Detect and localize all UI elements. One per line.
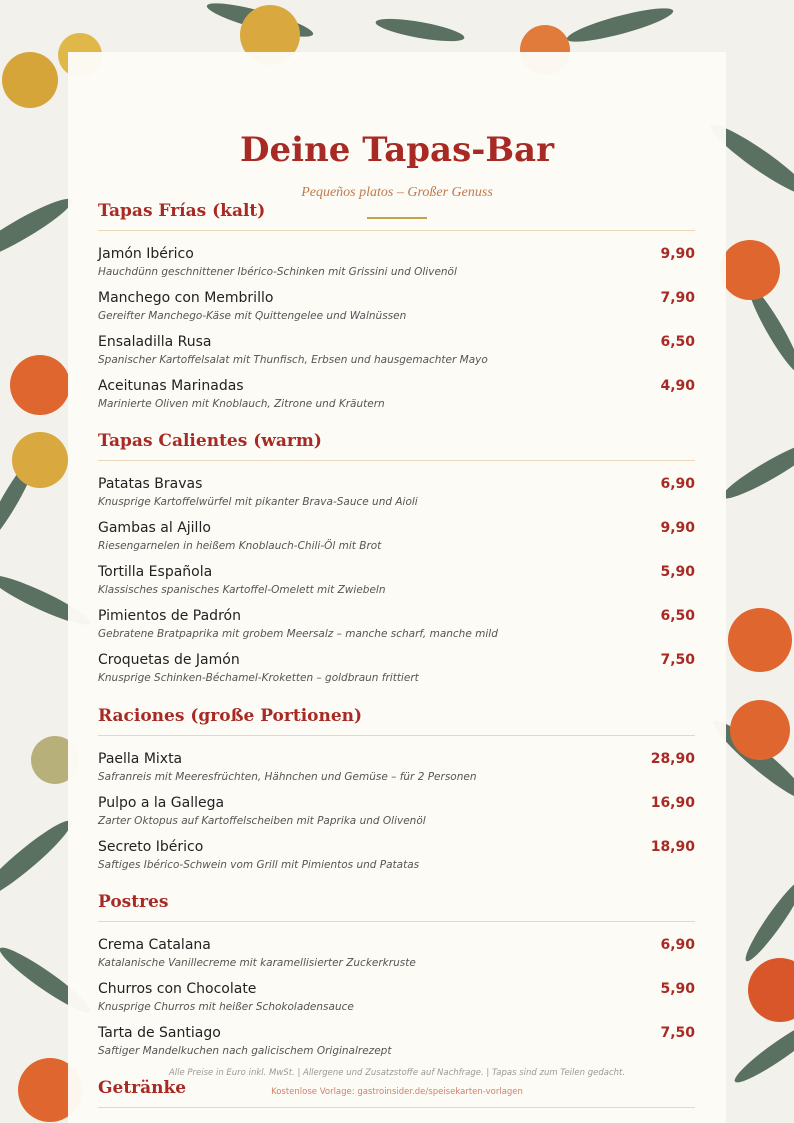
menu-item (98, 475, 695, 519)
item-name: Jamón Ibérico (98, 246, 194, 262)
item-description: Gereifter Manchego-Käse mit Quittengelee und Walnüssen (98, 310, 407, 322)
menu-subtitle: Pequeños platos – Großer Genuss (301, 185, 493, 200)
menu-item (98, 838, 695, 882)
item-name: Patatas Bravas (98, 476, 203, 492)
item-price: 7,50 (660, 652, 695, 668)
item-name: Secreto Ibérico (98, 839, 204, 855)
item-name: Ensaladilla Rusa (98, 334, 212, 350)
item-name: Tarta de Santiago (98, 1025, 221, 1041)
item-price: 6,50 (660, 608, 695, 624)
item-name: Pulpo a la Gallega (98, 795, 225, 811)
item-description: Gebratene Bratpaprika mit grobem Meersalz – manche scharf, manche mild (98, 628, 498, 640)
item-description: Riesengarnelen in heißem Knoblauch-Chili-Öl mit Brot (98, 540, 382, 552)
menu-item (98, 936, 695, 980)
menu-item (98, 377, 695, 421)
item-description: Saftiges Ibérico-Schwein vom Grill mit Pimientos und Patatas (98, 859, 420, 871)
section-title: Postres (98, 891, 695, 922)
section-postres (98, 891, 695, 1068)
template-credit: Kostenlose Vorlage: gastroinsider.de/speisekarten-vorlagen (271, 1087, 523, 1097)
item-price: 6,90 (660, 937, 695, 953)
item-price: 5,90 (660, 981, 695, 997)
section-title: Tapas Calientes (warm) (98, 430, 695, 461)
item-description: Safranreis mit Meeresfrüchten, Hähnchen und Gemüse – für 2 Personen (98, 771, 477, 783)
menu-item (98, 245, 695, 289)
menu-item (98, 289, 695, 333)
item-description: Marinierte Oliven mit Knoblauch, Zitrone und Kräutern (98, 398, 385, 410)
item-name: Churros con Chocolate (98, 981, 257, 997)
menu-item (98, 794, 695, 838)
menu-item (98, 980, 695, 1024)
menu-item (98, 651, 695, 695)
item-description: Spanischer Kartoffelsalat mit Thunfisch, Erbsen und hausgemachter Mayo (98, 354, 488, 366)
item-name: Paella Mixta (98, 751, 183, 767)
menu-item (98, 519, 695, 563)
item-price: 18,90 (650, 839, 695, 855)
item-name: Tortilla Española (98, 564, 213, 580)
section-title: Raciones (große Portionen) (98, 705, 695, 736)
menu-item (98, 1024, 695, 1068)
section-tapas-frias (98, 200, 695, 421)
item-price: 9,90 (660, 246, 695, 262)
section-tapas-calientes (98, 430, 695, 695)
item-name: Croquetas de Jamón (98, 652, 240, 668)
item-description: Knusprige Churros mit heißer Schokoladensauce (98, 1001, 354, 1013)
section-title: Tapas Frías (kalt) (98, 200, 695, 231)
item-description: Knusprige Kartoffelwürfel mit pikanter Brava-Sauce und Aioli (98, 496, 418, 508)
item-price: 6,90 (660, 476, 695, 492)
item-description: Saftiger Mandelkuchen nach galicischem Originalrezept (98, 1045, 392, 1057)
menu-card (68, 52, 726, 1123)
item-price: 4,90 (660, 378, 695, 394)
item-name: Pimientos de Padrón (98, 608, 241, 624)
menu-title: Deine Tapas-Bar (239, 130, 555, 170)
menu-item (98, 607, 695, 651)
section-title: Getränke (98, 1077, 695, 1108)
item-description: Zarter Oktopus auf Kartoffelscheiben mit Paprika und Olivenöl (98, 815, 426, 827)
item-description: Hauchdünn geschnittener Ibérico-Schinken mit Grissini und Olivenöl (98, 266, 457, 278)
menu-item (98, 563, 695, 607)
item-description: Knusprige Schinken-Béchamel-Kroketten – goldbraun frittiert (98, 672, 419, 684)
item-price: 16,90 (650, 795, 695, 811)
price-footnote: Alle Preise in Euro inkl. MwSt. | Allergene und Zusatzstoffe auf Nachfrage. | Tapas sind zum Teilen gedacht. (168, 1068, 626, 1078)
item-price: 9,90 (660, 520, 695, 536)
section-raciones (98, 705, 695, 882)
item-price: 28,90 (650, 751, 695, 767)
item-description: Katalanische Vanillecreme mit karamellisierter Zuckerkruste (98, 957, 416, 969)
menu-item (98, 750, 695, 794)
item-price: 5,90 (660, 564, 695, 580)
item-price: 6,50 (660, 334, 695, 350)
item-price: 7,90 (660, 290, 695, 306)
item-price: 7,50 (660, 1025, 695, 1041)
item-name: Crema Catalana (98, 937, 211, 953)
item-name: Manchego con Membrillo (98, 290, 274, 306)
menu-item (98, 333, 695, 377)
item-description: Klassisches spanisches Kartoffel-Omelett mit Zwiebeln (98, 584, 386, 596)
item-name: Aceitunas Marinadas (98, 378, 244, 394)
item-name: Gambas al Ajillo (98, 520, 211, 536)
